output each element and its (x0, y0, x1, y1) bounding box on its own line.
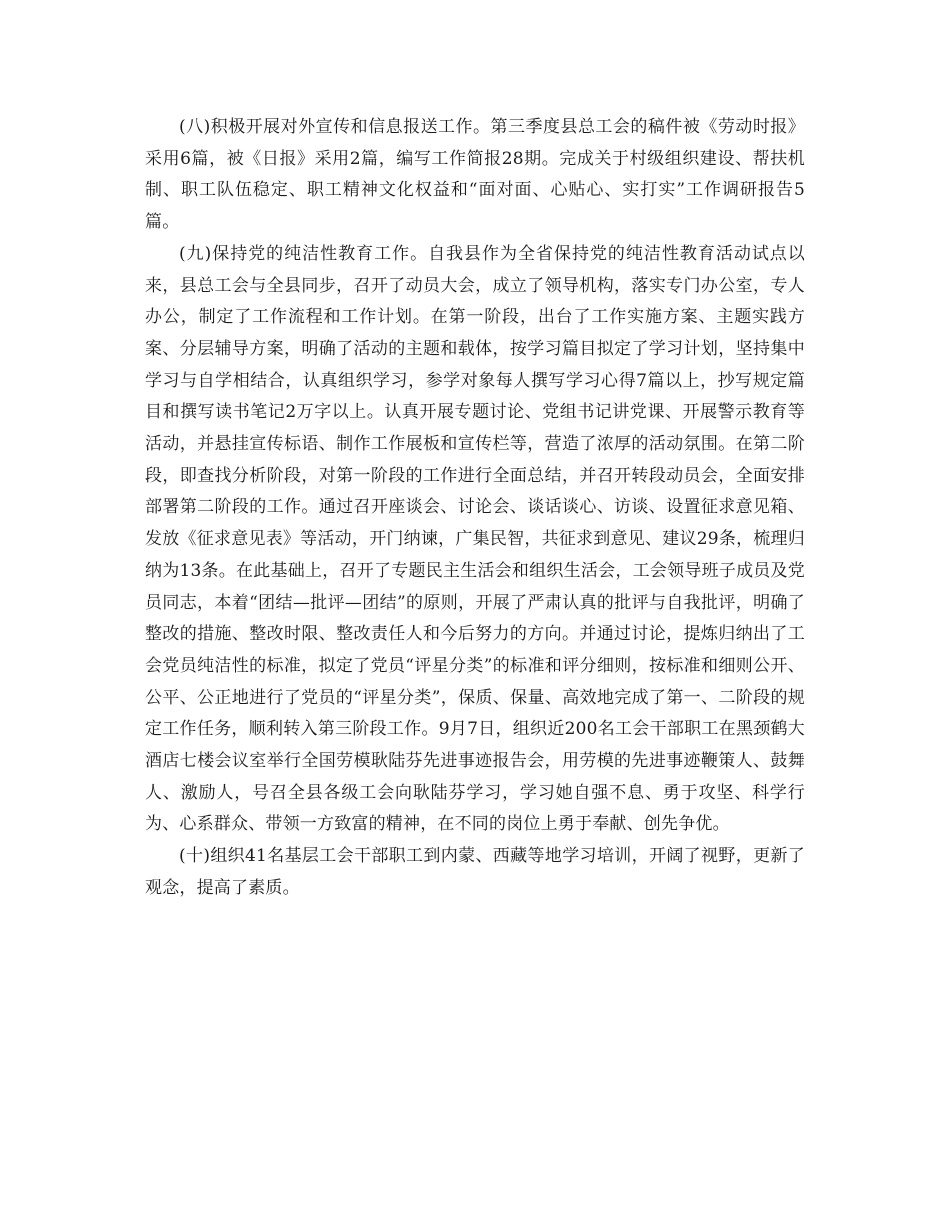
paragraph-party-purity-education: (九)保持党的纯洁性教育工作。自我县作为全省保持党的纯洁性教育活动试点以来，县总工会与全县同步，召开了动员大会，成立了领导机构，落实专门办公室，专人办公，制定了工作流程和工作计划。在第一阶段，出台了工作实施方案、主题实践方案、分层辅导方案，明确了活动的主题和载体，按学习篇目拟定了学习计划，坚持集中学习与自学相结合，认真组织学习，参学对象每人撰写学习心得7篇以上，抄写规定篇目和撰写读书笔记2万字以上。认真开展专题讨论、党组书记讲党课、开展警示教育等活动，并悬挂宣传标语、制作工作展板和宣传栏等，营造了浓厚的活动氛围。在第二阶段，即查找分析阶段，对第一阶段的工作进行全面总结，并召开转段动员会，全面安排部署第二阶段的工作。通过召开座谈会、讨论会、谈话谈心、访谈、设置征求意见箱、发放《征求意见表》等活动，开门纳谏，广集民智，共征求到意见、建议29条，梳理归纳为13条。在此基础上，召开了专题民主生活会和组织生活会，工会领导班子成员及党员同志，本着“团结—批评—团结”的原则，开展了严肃认真的批评与自我批评，明确了整改的措施、整改时限、整改责任人和今后努力的方向。并通过讨论，提炼归纳出了工会党员纯洁性的标准，拟定了党员“评星分类”的标准和评分细则，按标准和细则公开、公平、公正地进行了党员的“评星分类”，保质、保量、高效地完成了第一、二阶段的规定工作任务，顺利转入第三阶段工作。9月7日，组织近200名工会干部职工在黑颈鹤大酒店七楼会议室举行全国劳模耿陆芬先进事迹报告会，用劳模的先进事迹鞭策人、鼓舞人、激励人，号召全县各级工会向耿陆芬学习，学习她自强不息、勇于攻坚、科学行为、心系群众、带领一方致富的精神，在不同的岗位上勇于奉献、创先争优。 (145, 243, 805, 835)
paragraph-cadre-training: (十)组织41名基层工会干部职工到内蒙、西藏等地学习培训，开阔了视野，更新了观念，提高了素质。 (145, 846, 805, 898)
paragraph-publicity-reporting: (八)积极开展对外宣传和信息报送工作。第三季度县总工会的稿件被《劳动时报》采用6篇，被《日报》采用2篇，编写工作简报28期。完成关于村级组织建设、帮扶机制、职工队伍稳定、职工精神文化权益和“面对面、心贴心、实打实”工作调研报告5篇。 (145, 117, 805, 233)
document-body (145, 112, 805, 905)
